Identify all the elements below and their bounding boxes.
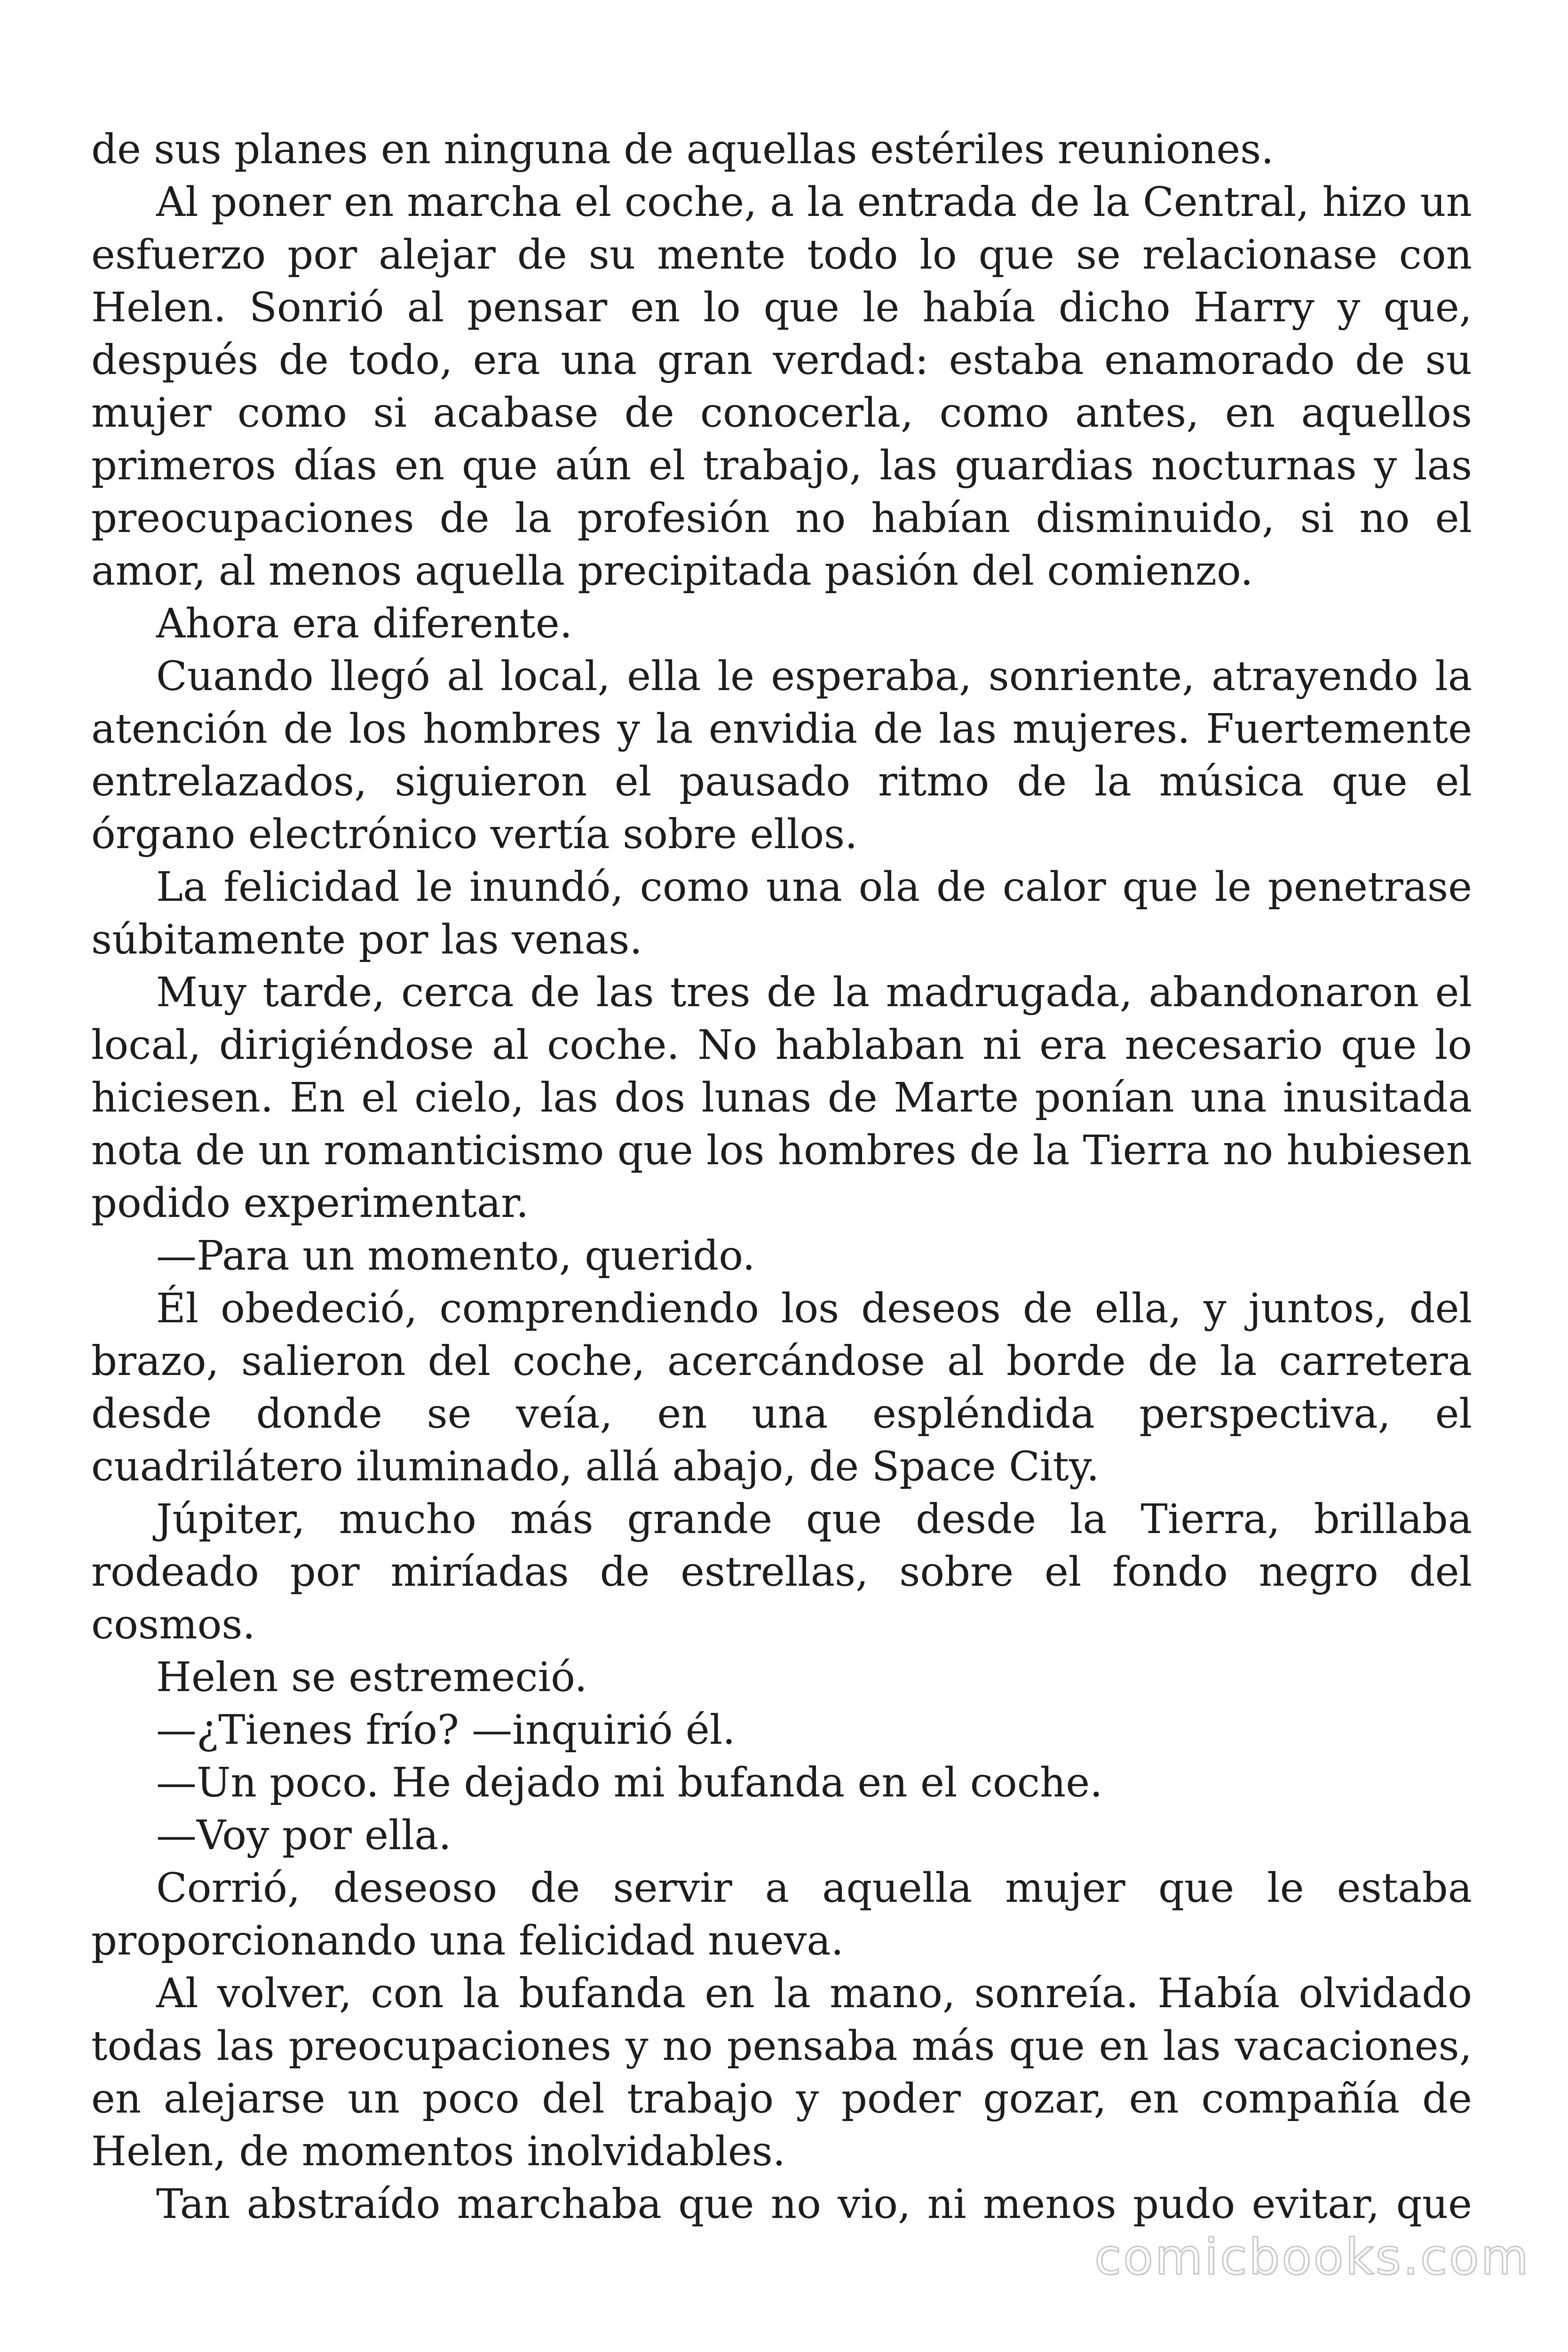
watermark-logo: comicbooks.com <box>1094 2228 1530 2286</box>
paragraph-13: —Voy por ella. <box>156 1812 451 1859</box>
paragraph-10: Helen se estremeció. <box>156 1654 587 1701</box>
paragraph-3: Ahora era diferente. <box>156 600 573 647</box>
paragraph-2: Al poner en marcha el coche, a la entrada de la Central, hizo un esfuerzo por alejar de su mente todo lo que se relacionase con Helen. Sonrió al pensar en lo que le había dicho Harry y que, después de todo, era una gran verdad: estaba enamorado de su mujer como si acabase de conocerla, como antes, en aquellos primeros días en que aún el trabajo, las guardias nocturnas y las preocupaciones de la profesión no habían disminuido, si no el amor, al menos aquella precipitada pasión del comienzo. <box>91 179 1472 595</box>
paragraph-7: —Para un momento, querido. <box>156 1232 755 1279</box>
paragraph-8: Él obedeció, comprendiendo los deseos de ella, y juntos, del brazo, salieron del coche, acercándose al borde de la carretera desde donde se veía, en una espléndida perspectiva, el cuadrilátero iluminado, allá abajo, de Space City. <box>91 1285 1472 1490</box>
paragraph-16: Tan abstraído marchaba que no vio, ni menos pudo evitar, que <box>156 2181 1472 2228</box>
paragraph-15: Al volver, con la bufanda en la mano, sonreía. Había olvidado todas las preocupaciones y no pensaba más que en las vacaciones, en alejarse un poco del trabajo y poder gozar, en compañía de Helen, de momentos inolvidables. <box>91 1970 1472 2175</box>
paragraph-14: Corrió, deseoso de servir a aquella mujer que le estaba proporcionando una felicidad nueva. <box>91 1865 1472 1964</box>
paragraph-5: La felicidad le inundó, como una ola de calor que le penetrase súbitamente por las venas. <box>91 864 1472 963</box>
paragraph-6: Muy tarde, cerca de las tres de la madrugada, abandonaron el local, dirigiéndose al coche. No hablaban ni era necesario que lo hiciesen. En el cielo, las dos lunas de Marte ponían una inusitada nota de un romanticismo que los hombres de la Tierra no hubiesen podido experimentar. <box>91 969 1472 1227</box>
page-body <box>91 123 1472 2231</box>
paragraph-1: de sus planes en ninguna de aquellas estériles reuniones. <box>91 126 1274 173</box>
paragraph-11: —¿Tienes frío? —inquirió él. <box>156 1707 736 1754</box>
paragraph-9: Júpiter, mucho más grande que desde la Tierra, brillaba rodeado por miríadas de estrellas, sobre el fondo negro del cosmos. <box>91 1496 1472 1648</box>
paragraph-12: —Un poco. He dejado mi bufanda en el coche. <box>156 1759 1103 1806</box>
paragraph-4: Cuando llegó al local, ella le esperaba, sonriente, atrayendo la atención de los hombres y la envidia de las mujeres. Fuertemente entrelazados, siguieron el pausado ritmo de la música que el órgano electrónico vertía sobre ellos. <box>91 653 1472 858</box>
